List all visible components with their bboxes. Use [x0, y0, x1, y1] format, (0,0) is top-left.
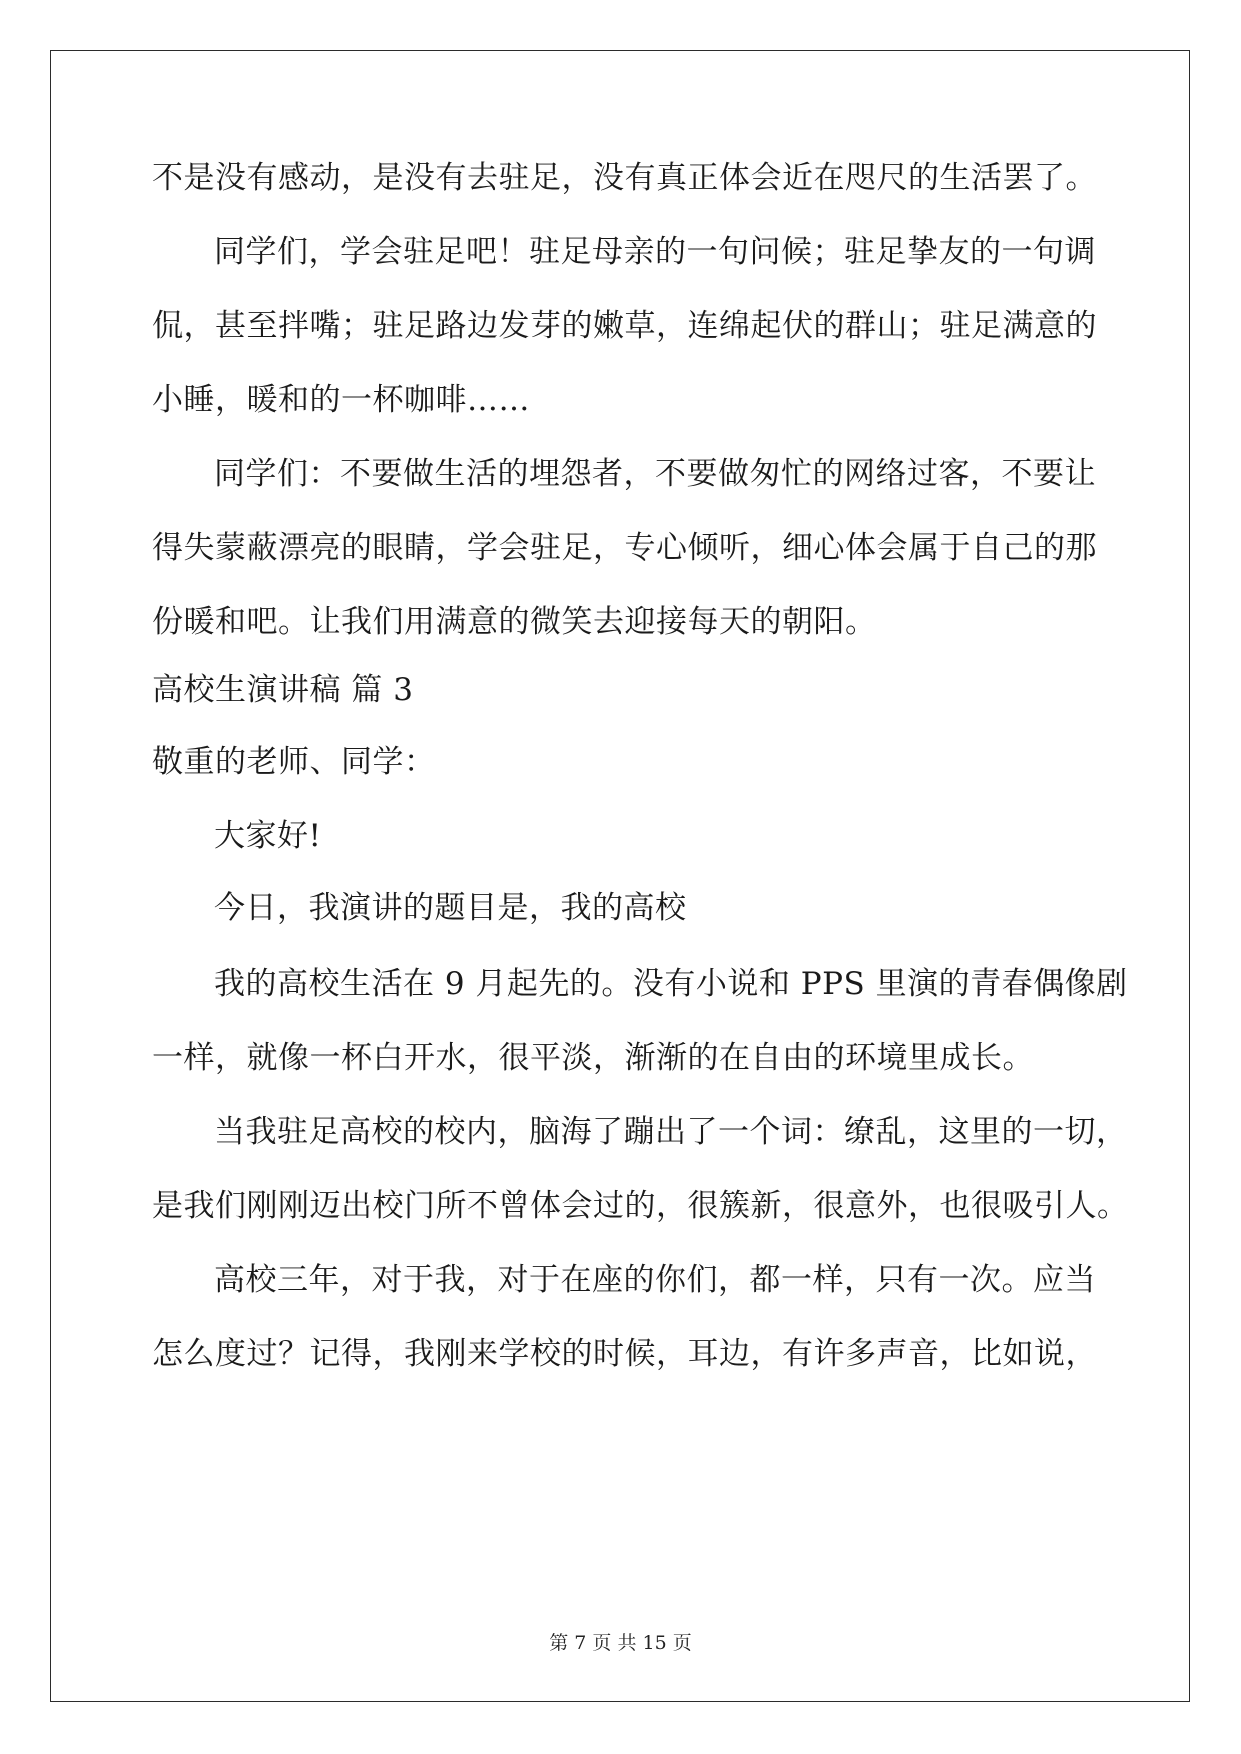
page-border	[50, 50, 1190, 1702]
page-number: 第 7 页 共 15 页	[549, 1632, 692, 1654]
text-line: 份暖和吧。让我们用满意的微笑去迎接每天的朝阳。	[152, 604, 877, 640]
text-line: 不是没有感动，是没有去驻足，没有真正体会近在咫尺的生活罢了。	[152, 160, 1097, 196]
text-line: 当我驻足高校的校内，脑海了蹦出了一个词：缭乱，这里的一切，	[214, 1114, 1128, 1150]
text-line: 侃，甚至拌嘴；驻足路边发芽的嫩草，连绵起伏的群山；驻足满意的	[152, 308, 1097, 344]
greeting: 大家好!	[214, 818, 322, 854]
text-line: 高校三年，对于我，对于在座的你们，都一样，只有一次。应当	[214, 1262, 1096, 1298]
text-line: 一样，就像一杯白开水，很平淡，渐渐的在自由的环境里成长。	[152, 1040, 1034, 1076]
text-line: 怎么度过？记得，我刚来学校的时候，耳边，有许多声音，比如说，	[152, 1336, 1097, 1372]
text-line: 同学们，学会驻足吧！驻足母亲的一句问候；驻足挚友的一句调	[214, 234, 1096, 270]
text-line: 同学们：不要做生活的埋怨者，不要做匆忙的网络过客，不要让	[214, 456, 1096, 492]
text-line: 小睡，暖和的一杯咖啡……	[152, 382, 530, 418]
salutation: 敬重的老师、同学：	[152, 744, 436, 780]
text-line: 今日，我演讲的题目是，我的高校	[214, 890, 687, 926]
text-line: 得失蒙蔽漂亮的眼睛，学会驻足，专心倾听，细心体会属于自己的那	[152, 530, 1097, 566]
text-line: 是我们刚刚迈出校门所不曾体会过的，很簇新，很意外，也很吸引人。	[152, 1188, 1129, 1224]
section-heading: 高校生演讲稿 篇 3	[152, 672, 414, 708]
text-line: 我的高校生活在 9 月起先的。没有小说和 PPS 里演的青春偶像剧	[214, 966, 1128, 1002]
